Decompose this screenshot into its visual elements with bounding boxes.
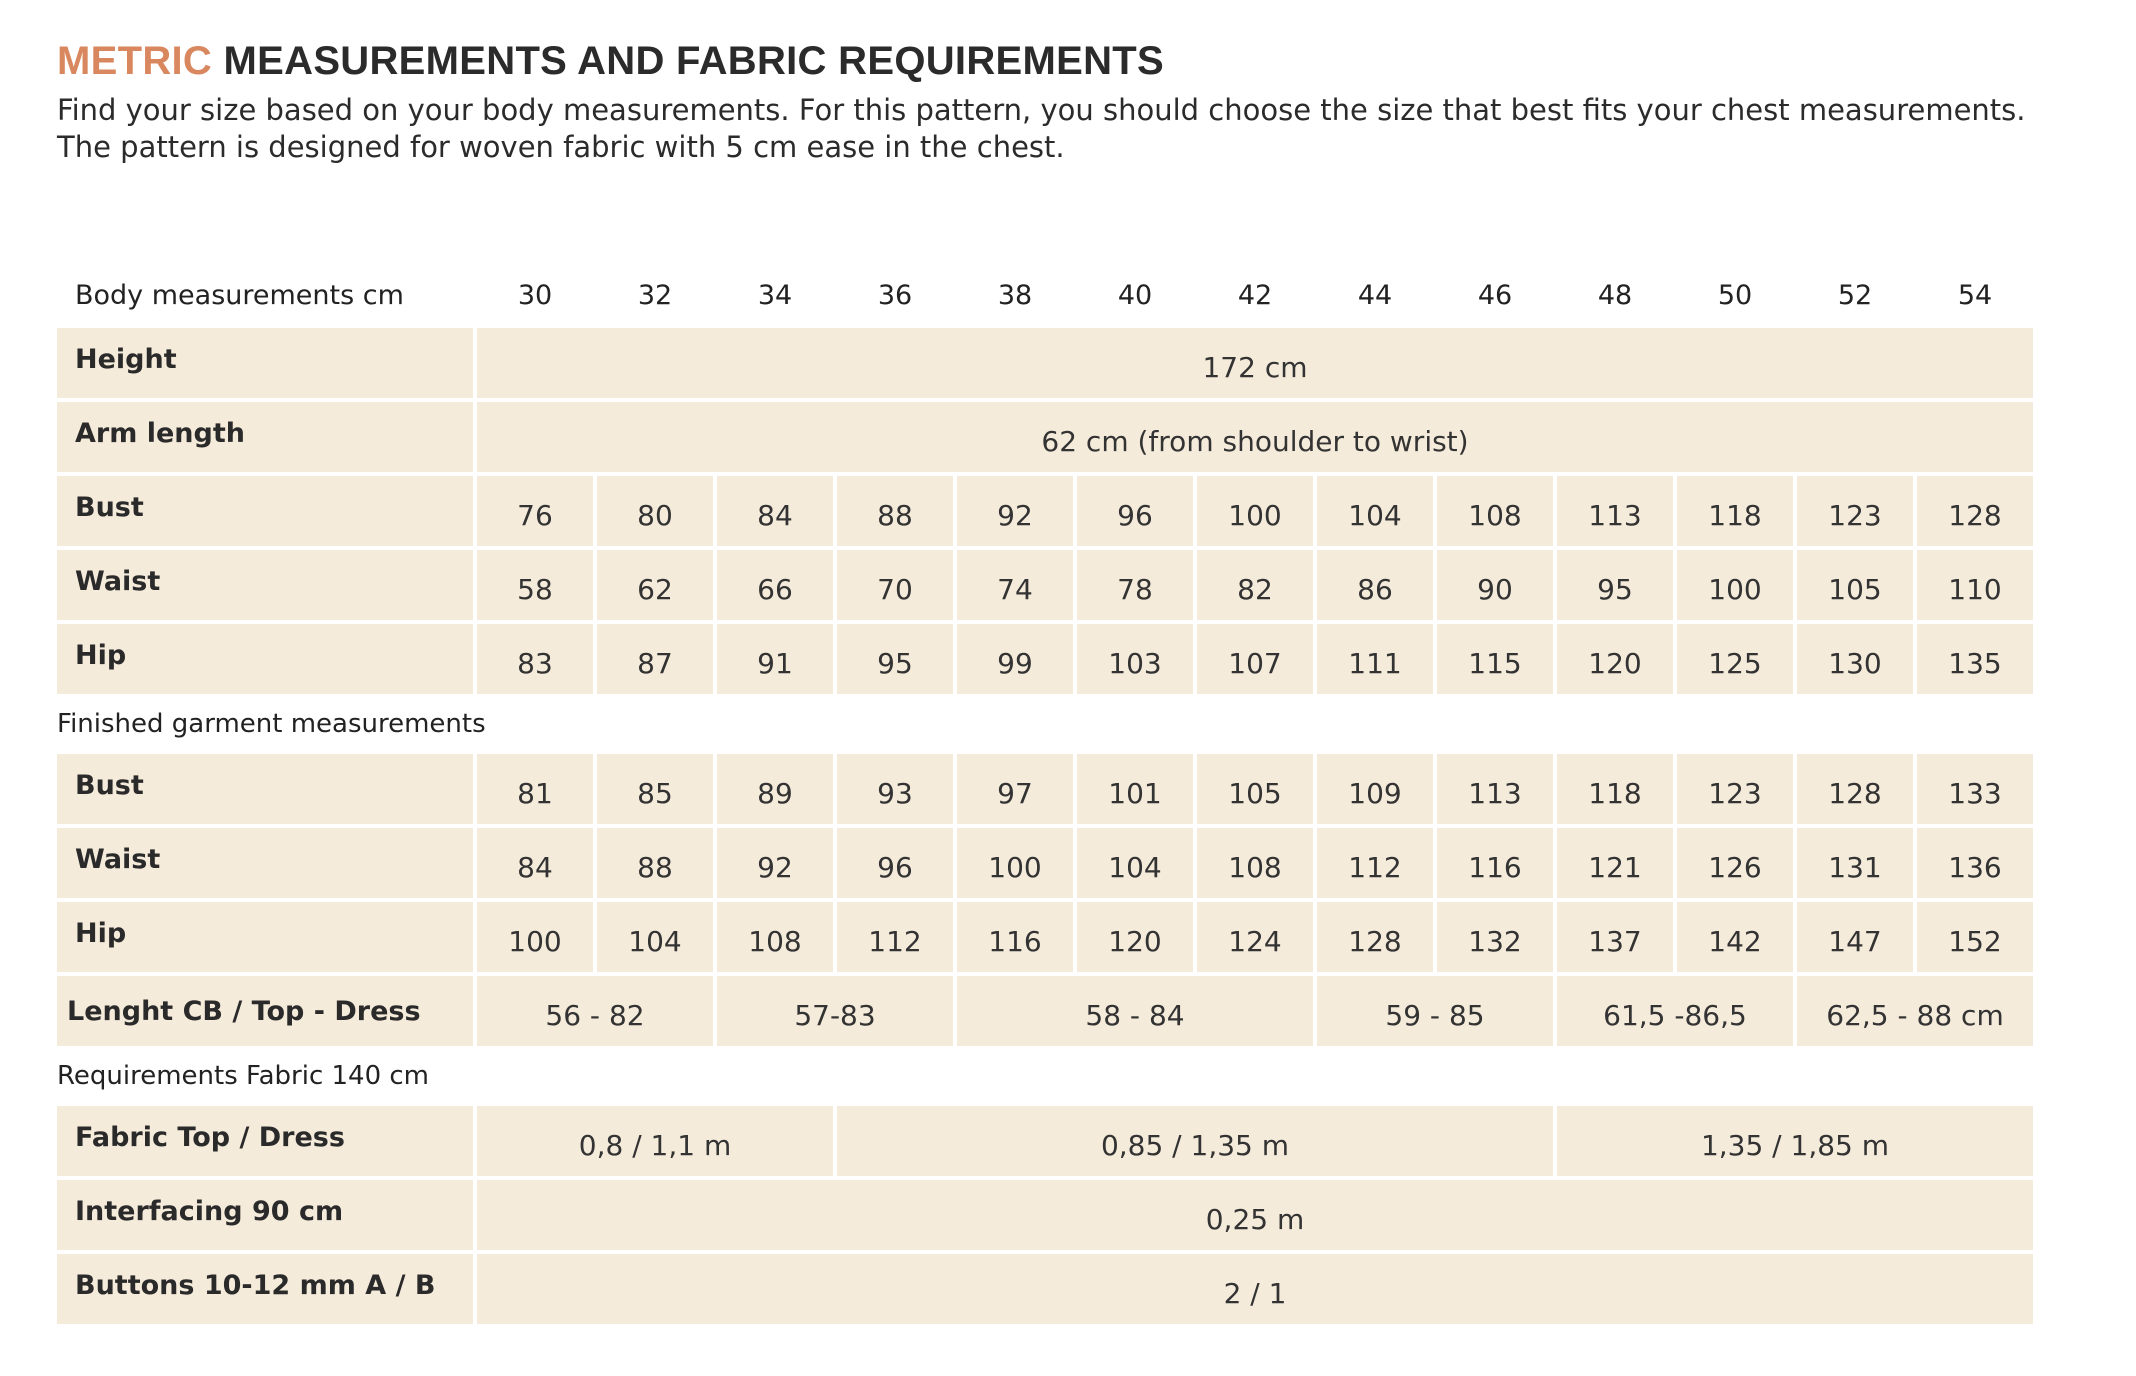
cell-value: 128 [1797, 754, 1913, 824]
row-label: Height [57, 328, 473, 398]
page-title [57, 36, 2057, 86]
cell-value: 83 [477, 624, 593, 694]
cell-value: 107 [1197, 624, 1313, 694]
cell-value: 80 [597, 476, 713, 546]
cell-value: 123 [1677, 754, 1793, 824]
cell-value: 131 [1797, 828, 1913, 898]
row-body-hip [57, 624, 2033, 694]
cell-value: 99 [957, 624, 1073, 694]
cell-value: 100 [957, 828, 1073, 898]
row-label: Interfacing 90 cm [57, 1180, 473, 1250]
cell-value: 128 [1917, 476, 2033, 546]
row-arm-length [57, 402, 2033, 472]
cell-value: 91 [717, 624, 833, 694]
row-finished-waist [57, 828, 2033, 898]
size-chart-table [53, 262, 2037, 1328]
cell-value: 97 [957, 754, 1073, 824]
row-height [57, 328, 2033, 398]
intro-line-1: Find your size based on your body measurements. For this pattern, you should choose the size that best fits your chest measurements. [57, 93, 2026, 127]
size-header-42: 42 [1237, 279, 1273, 311]
size-header-34: 34 [757, 279, 793, 311]
size-header-32: 32 [637, 279, 673, 311]
row-interfacing-value: 0,25 m [477, 1180, 2033, 1250]
cell-value: 87 [597, 624, 713, 694]
section-requirements [57, 1050, 2033, 1102]
cell-value: 128 [1317, 902, 1433, 972]
group-value: 59 - 85 [1317, 976, 1553, 1046]
cell-value: 76 [477, 476, 593, 546]
cell-value: 101 [1077, 754, 1193, 824]
cell-value: 92 [717, 828, 833, 898]
group-value: 58 - 84 [957, 976, 1313, 1046]
cell-value: 108 [1437, 476, 1553, 546]
cell-value: 62 [597, 550, 713, 620]
group-value: 61,5 -86,5 [1557, 976, 1793, 1046]
cell-value: 90 [1437, 550, 1553, 620]
size-header-38: 38 [997, 279, 1033, 311]
cell-value: 118 [1677, 476, 1793, 546]
cell-value: 85 [597, 754, 713, 824]
cell-value: 120 [1077, 902, 1193, 972]
row-buttons-value: 2 / 1 [477, 1254, 2033, 1324]
size-header-46: 46 [1477, 279, 1513, 311]
row-label: Fabric Top / Dress [57, 1106, 473, 1176]
cell-value: 113 [1557, 476, 1673, 546]
section-finished [57, 698, 2033, 750]
group-value: 1,35 / 1,85 m [1557, 1106, 2033, 1176]
group-value: 0,85 / 1,35 m [837, 1106, 1553, 1176]
cell-value: 96 [837, 828, 953, 898]
cell-value: 70 [837, 550, 953, 620]
cell-value: 96 [1077, 476, 1193, 546]
row-label: Lenght CB / Top - Dress [57, 976, 473, 1046]
section-finished-label: Finished garment measurements [57, 709, 486, 739]
cell-value: 124 [1197, 902, 1313, 972]
cell-value: 95 [837, 624, 953, 694]
size-header-44: 44 [1357, 279, 1393, 311]
cell-value: 109 [1317, 754, 1433, 824]
cell-value: 121 [1557, 828, 1673, 898]
cell-value: 110 [1917, 550, 2033, 620]
cell-value: 118 [1557, 754, 1673, 824]
row-label: Waist [57, 550, 473, 620]
cell-value: 93 [837, 754, 953, 824]
row-label: Buttons 10-12 mm A / B [57, 1254, 473, 1324]
size-header-30: 30 [517, 279, 553, 311]
row-arm-length-value: 62 cm (from shoulder to wrist) [477, 402, 2033, 472]
cell-value: 125 [1677, 624, 1793, 694]
cell-value: 81 [477, 754, 593, 824]
cell-value: 84 [477, 828, 593, 898]
cell-value: 116 [1437, 828, 1553, 898]
row-buttons [57, 1254, 2033, 1324]
size-header-row [57, 266, 2033, 324]
row-height-value: 172 cm [477, 328, 2033, 398]
group-value: 57-83 [717, 976, 953, 1046]
row-body-waist [57, 550, 2033, 620]
cell-value: 112 [837, 902, 953, 972]
row-finished-hip [57, 902, 2033, 972]
cell-value: 116 [957, 902, 1073, 972]
group-value: 0,8 / 1,1 m [477, 1106, 833, 1176]
row-label: Bust [57, 476, 473, 546]
intro-text [57, 92, 2057, 166]
size-header-40: 40 [1117, 279, 1153, 311]
cell-value: 120 [1557, 624, 1673, 694]
row-fabric [57, 1106, 2033, 1176]
cell-value: 104 [597, 902, 713, 972]
row-label: Hip [57, 624, 473, 694]
group-value: 62,5 - 88 cm [1797, 976, 2033, 1046]
cell-value: 132 [1437, 902, 1553, 972]
cell-value: 88 [837, 476, 953, 546]
cell-value: 104 [1077, 828, 1193, 898]
cell-value: 111 [1317, 624, 1433, 694]
cell-value: 126 [1677, 828, 1793, 898]
row-finished-bust [57, 754, 2033, 824]
cell-value: 113 [1437, 754, 1553, 824]
page-header [57, 36, 2057, 166]
cell-value: 103 [1077, 624, 1193, 694]
row-label: Hip [57, 902, 473, 972]
cell-value: 92 [957, 476, 1073, 546]
cell-value: 104 [1317, 476, 1433, 546]
cell-value: 88 [597, 828, 713, 898]
title-accent: METRIC [57, 39, 213, 83]
cell-value: 108 [717, 902, 833, 972]
row-length-cb [57, 976, 2033, 1046]
cell-value: 58 [477, 550, 593, 620]
intro-line-2: The pattern is designed for woven fabric with 5 cm ease in the chest. [57, 130, 1065, 164]
cell-value: 142 [1677, 902, 1793, 972]
row-label: Arm length [57, 402, 473, 472]
cell-value: 100 [1197, 476, 1313, 546]
cell-value: 147 [1797, 902, 1913, 972]
size-header-50: 50 [1717, 279, 1753, 311]
row-body-bust [57, 476, 2033, 546]
cell-value: 133 [1917, 754, 2033, 824]
cell-value: 123 [1797, 476, 1913, 546]
cell-value: 78 [1077, 550, 1193, 620]
cell-value: 152 [1917, 902, 2033, 972]
group-value: 56 - 82 [477, 976, 713, 1046]
cell-value: 108 [1197, 828, 1313, 898]
row-label: Bust [57, 754, 473, 824]
cell-value: 136 [1917, 828, 2033, 898]
cell-value: 105 [1197, 754, 1313, 824]
cell-value: 105 [1797, 550, 1913, 620]
cell-value: 74 [957, 550, 1073, 620]
cell-value: 130 [1797, 624, 1913, 694]
cell-value: 137 [1557, 902, 1673, 972]
cell-value: 135 [1917, 624, 2033, 694]
cell-value: 100 [477, 902, 593, 972]
size-header-54: 54 [1957, 279, 1993, 311]
section-requirements-label: Requirements Fabric 140 cm [57, 1061, 430, 1091]
size-header-36: 36 [877, 279, 913, 311]
size-header-label: Body measurements cm [75, 279, 404, 311]
cell-value: 86 [1317, 550, 1433, 620]
cell-value: 84 [717, 476, 833, 546]
size-header-52: 52 [1837, 279, 1873, 311]
cell-value: 112 [1317, 828, 1433, 898]
cell-value: 95 [1557, 550, 1673, 620]
cell-value: 115 [1437, 624, 1553, 694]
row-label: Waist [57, 828, 473, 898]
cell-value: 89 [717, 754, 833, 824]
cell-value: 66 [717, 550, 833, 620]
cell-value: 82 [1197, 550, 1313, 620]
size-header-48: 48 [1597, 279, 1633, 311]
cell-value: 100 [1677, 550, 1793, 620]
title-rest: MEASUREMENTS AND FABRIC REQUIREMENTS [212, 39, 1165, 83]
row-interfacing [57, 1180, 2033, 1250]
